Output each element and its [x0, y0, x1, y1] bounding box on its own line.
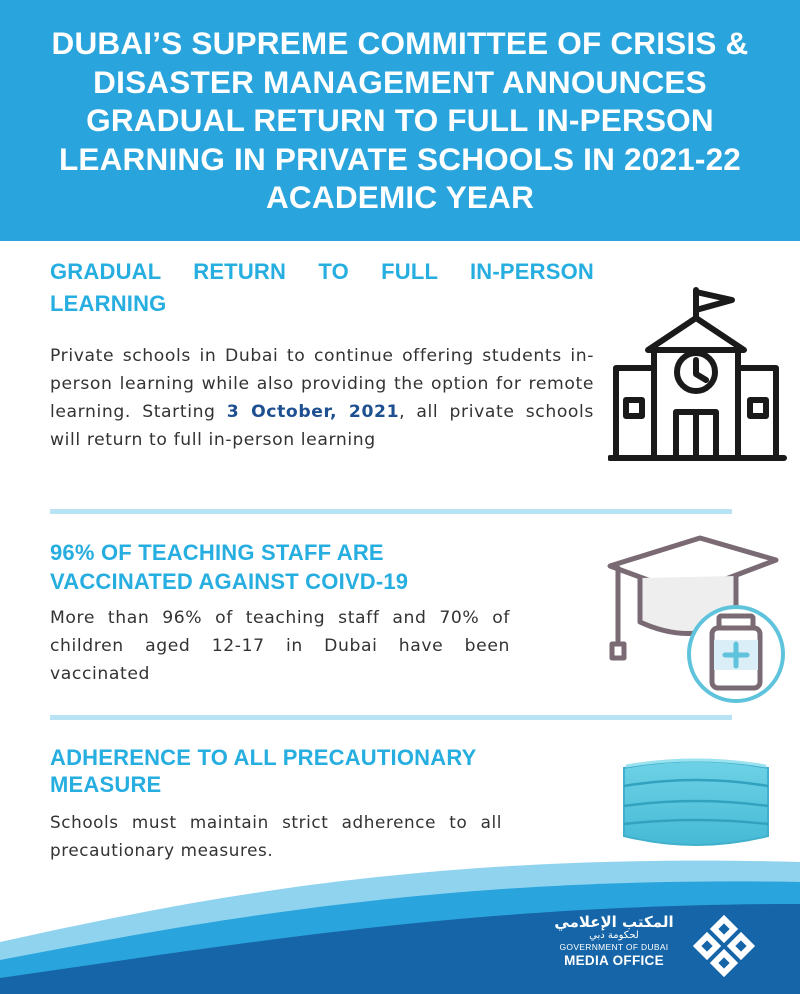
section-title-line: 96% OF TEACHING STAFF ARE [50, 540, 384, 565]
face-mask-icon [616, 750, 776, 858]
school-building-icon [608, 286, 788, 466]
section-title-line: MEASURE [50, 772, 162, 797]
section-body [50, 342, 594, 454]
section-title-line: VACCINATED AGAINST COIVD-19 [50, 569, 409, 594]
page-title: DUBAI’S SUPREME COMMITTEE OF CRISIS & DISASTER MANAGEMENT ANNOUNCES GRADUAL RETURN TO FULL IN-PERSON LEARNING IN PRIVATE SCHOOLS IN 2021-22 ACADEMIC YEAR [51, 25, 749, 216]
section-precautionary-measures [50, 744, 502, 864]
section-title-line: GRADUAL RETURN TO FULL IN-PERSON [50, 259, 594, 284]
section-title [50, 538, 510, 596]
section-title [50, 744, 502, 798]
section-body: More than 96% of teaching staff and 70% of children aged 12-17 in Dubai have been vaccinated [50, 608, 510, 684]
logo-arabic-line: المكتب الإعلامي [554, 913, 674, 931]
section-title [50, 256, 594, 320]
date-highlight: 3 October, 2021 [226, 402, 400, 422]
logo-english-line: GOVERNMENT OF DUBAI [559, 942, 669, 952]
section-in-person-learning [50, 256, 594, 454]
body-text: , all private schools will return to full in-person learning [50, 402, 594, 450]
section-title-line: ADHERENCE TO ALL PRECAUTIONARY [50, 745, 477, 770]
media-office-logo-icon [690, 912, 758, 980]
section-body: Schools must maintain strict adherence to all precautionary measures. [50, 812, 502, 860]
section-title-line: LEARNING [50, 291, 167, 316]
footer-wave [0, 860, 800, 994]
section-vaccinated-staff [50, 538, 510, 688]
media-office-logo-text [548, 914, 680, 969]
header-banner [0, 0, 800, 241]
graduation-cap-vaccine-icon [600, 530, 786, 706]
logo-english-line: MEDIA OFFICE [564, 953, 664, 968]
logo-arabic-line: لحكومة دبي [589, 930, 639, 941]
body-text: Private schools in Dubai to continue offering students in-person learning while also providing the option for remote learning. Starting [50, 346, 594, 422]
section-divider [50, 715, 732, 720]
section-divider [50, 509, 732, 514]
